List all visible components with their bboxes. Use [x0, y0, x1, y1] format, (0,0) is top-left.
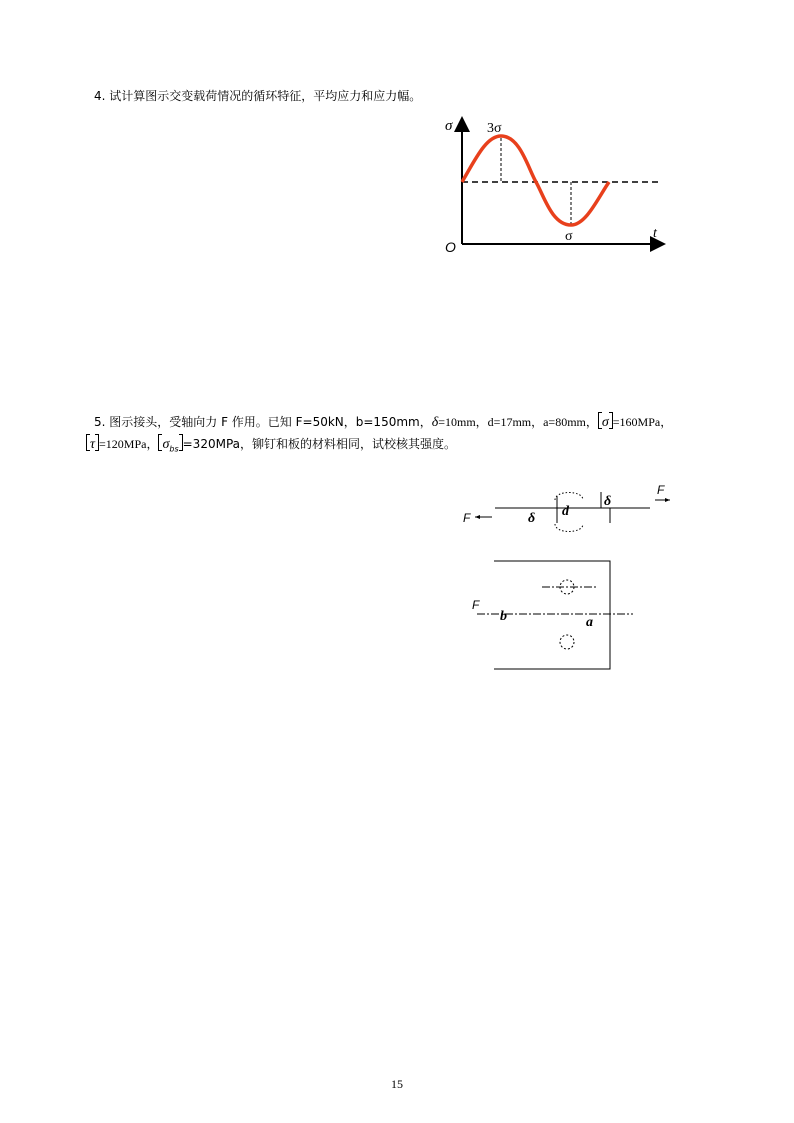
force-label-right: F — [657, 483, 665, 497]
joint-side-view — [455, 478, 685, 538]
force-label: F — [472, 598, 480, 612]
force-label-left: F — [463, 511, 471, 525]
sigma-bs-symbol: σ — [162, 437, 170, 452]
max-label: 3σ — [487, 121, 502, 136]
a-label: a — [586, 615, 593, 630]
min-label: σ — [565, 229, 573, 244]
question-4-text: 4. 试计算图示交变载荷情况的循环特征，平均应力和应力幅。 — [94, 89, 422, 103]
q5-text-e: =320MPa，铆钉和板的材料相同，试校核其强度。 — [182, 437, 456, 451]
tau-symbol: τ — [90, 437, 96, 452]
d-label: d — [562, 504, 569, 519]
cyclic-stress-chart — [440, 112, 670, 257]
sigma-symbol: σ — [601, 415, 609, 430]
question-5-line1 — [94, 412, 672, 433]
q5-text-b: =10mm，d=17mm，a=80mm， — [438, 415, 598, 429]
delta-symbol: δ — [431, 415, 439, 430]
q5-text-a: 5. 图示接头，受轴向力 F 作用。已知 F=50kN，b=150mm， — [94, 415, 432, 429]
y-axis-label: σ — [445, 118, 453, 134]
origin-label: O — [445, 239, 456, 255]
joint-top-view — [465, 555, 645, 675]
q5-text-c: =160MPa， — [612, 415, 673, 429]
delta-label-2: δ — [604, 494, 612, 509]
b-label: b — [500, 609, 507, 624]
page-number: 15 — [391, 1077, 403, 1091]
question-5-line2 — [86, 434, 456, 459]
bs-subscript: bs — [169, 444, 179, 454]
delta-label-1: δ — [528, 511, 536, 526]
q5-text-d: =120MPa， — [99, 437, 159, 451]
x-axis-label: t — [653, 226, 657, 241]
